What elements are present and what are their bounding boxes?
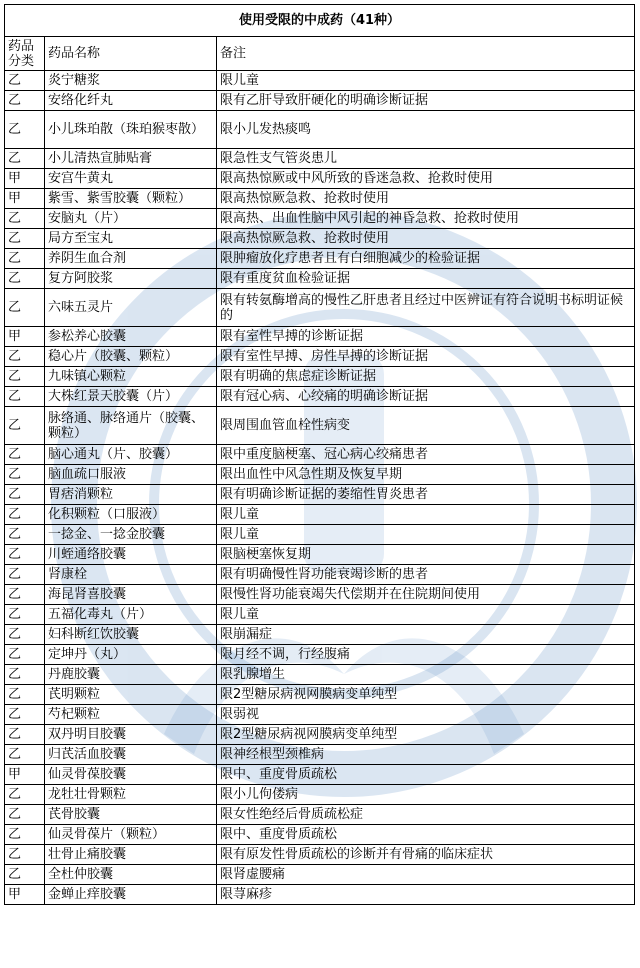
row-note: 限月经不调，行经腹痛 xyxy=(217,645,635,665)
table-header-row xyxy=(5,37,635,71)
row-category: 乙 xyxy=(5,805,45,825)
table-row xyxy=(5,605,635,625)
row-category: 乙 xyxy=(5,785,45,805)
row-category: 甲 xyxy=(5,765,45,785)
table-row xyxy=(5,885,635,905)
row-category: 甲 xyxy=(5,327,45,347)
table-row xyxy=(5,445,635,465)
row-category: 乙 xyxy=(5,485,45,505)
row-note: 限小儿佝偻病 xyxy=(217,785,635,805)
row-name: 归芪活血胶囊 xyxy=(45,745,217,765)
table-row xyxy=(5,865,635,885)
row-category: 甲 xyxy=(5,189,45,209)
row-note: 限有原发性骨质疏松的诊断并有骨痛的临床症状 xyxy=(217,845,635,865)
row-note: 限中重度脑梗塞、冠心病心绞痛患者 xyxy=(217,445,635,465)
table-row xyxy=(5,725,635,745)
row-name: 肾康栓 xyxy=(45,565,217,585)
row-category: 乙 xyxy=(5,625,45,645)
row-name: 丹鹿胶囊 xyxy=(45,665,217,685)
row-name: 化积颗粒（口服液） xyxy=(45,505,217,525)
row-category: 乙 xyxy=(5,745,45,765)
row-note: 限慢性肾功能衰竭失代偿期并在住院期间使用 xyxy=(217,585,635,605)
row-name: 大株红景天胶囊（片） xyxy=(45,387,217,407)
row-category: 甲 xyxy=(5,169,45,189)
table-row xyxy=(5,805,635,825)
table-row xyxy=(5,845,635,865)
row-name: 海昆肾喜胶囊 xyxy=(45,585,217,605)
row-category: 乙 xyxy=(5,367,45,387)
row-category: 乙 xyxy=(5,705,45,725)
row-note: 限小儿发热痰鸣 xyxy=(217,111,635,149)
row-category: 乙 xyxy=(5,387,45,407)
row-note: 限乳腺增生 xyxy=(217,665,635,685)
row-note: 限高热、出血性脑中风引起的神昏急救、抢救时使用 xyxy=(217,209,635,229)
row-note: 限有冠心病、心绞痛的明确诊断证据 xyxy=(217,387,635,407)
table-row xyxy=(5,765,635,785)
table-row xyxy=(5,465,635,485)
row-category: 乙 xyxy=(5,445,45,465)
table-row xyxy=(5,485,635,505)
table-row xyxy=(5,407,635,445)
row-name: 脑血疏口服液 xyxy=(45,465,217,485)
row-category: 乙 xyxy=(5,685,45,705)
row-name: 胃痞消颗粒 xyxy=(45,485,217,505)
row-note: 限有乙肝导致肝硬化的明确诊断证据 xyxy=(217,91,635,111)
table-row xyxy=(5,71,635,91)
table-row xyxy=(5,565,635,585)
header-category xyxy=(5,37,45,71)
row-category: 乙 xyxy=(5,645,45,665)
table-row xyxy=(5,189,635,209)
row-note: 限有重度贫血检验证据 xyxy=(217,269,635,289)
row-name: 脑心通丸（片、胶囊） xyxy=(45,445,217,465)
table-row xyxy=(5,111,635,149)
row-note: 限有明确诊断证据的萎缩性胃炎患者 xyxy=(217,485,635,505)
row-category: 乙 xyxy=(5,347,45,367)
table-row xyxy=(5,785,635,805)
table-row xyxy=(5,209,635,229)
header-note: 备注 xyxy=(217,37,635,71)
table-row xyxy=(5,585,635,605)
table-row xyxy=(5,327,635,347)
row-category: 乙 xyxy=(5,605,45,625)
row-note: 限神经根型颈椎病 xyxy=(217,745,635,765)
row-category: 乙 xyxy=(5,229,45,249)
row-category: 乙 xyxy=(5,565,45,585)
row-category: 乙 xyxy=(5,209,45,229)
row-name: 小儿清热宣肺贴膏 xyxy=(45,149,217,169)
table-row xyxy=(5,665,635,685)
row-name: 九味镇心颗粒 xyxy=(45,367,217,387)
row-name: 金蝉止痒胶囊 xyxy=(45,885,217,905)
row-name: 全杜仲胶囊 xyxy=(45,865,217,885)
table-row xyxy=(5,347,635,367)
row-name: 芍杞颗粒 xyxy=(45,705,217,725)
row-note: 限肾虚腰痛 xyxy=(217,865,635,885)
row-note: 限中、重度骨质疏松 xyxy=(217,765,635,785)
row-category: 乙 xyxy=(5,111,45,149)
row-name: 仙灵骨葆胶囊 xyxy=(45,765,217,785)
row-category: 乙 xyxy=(5,545,45,565)
row-note: 限中、重度骨质疏松 xyxy=(217,825,635,845)
row-note: 限高热惊厥急救、抢救时使用 xyxy=(217,229,635,249)
row-name: 紫雪、紫雪胶囊（颗粒） xyxy=(45,189,217,209)
row-note: 限儿童 xyxy=(217,71,635,91)
table-body xyxy=(5,71,635,905)
table-row xyxy=(5,229,635,249)
row-note: 限儿童 xyxy=(217,505,635,525)
row-name: 安络化纤丸 xyxy=(45,91,217,111)
row-category: 乙 xyxy=(5,71,45,91)
row-category: 乙 xyxy=(5,865,45,885)
row-category: 乙 xyxy=(5,149,45,169)
row-note: 限有转氨酶增高的慢性乙肝患者且经过中医辨证有符合说明书标明证候的 xyxy=(217,289,635,327)
row-name: 六味五灵片 xyxy=(45,289,217,327)
row-name: 复方阿胶浆 xyxy=(45,269,217,289)
table-row xyxy=(5,825,635,845)
header-name: 药品名称 xyxy=(45,37,217,71)
row-note: 限有明确的焦虑症诊断证据 xyxy=(217,367,635,387)
document-page xyxy=(4,4,634,962)
row-category: 乙 xyxy=(5,269,45,289)
row-name: 小儿珠珀散（珠珀猴枣散） xyxy=(45,111,217,149)
table-row xyxy=(5,685,635,705)
row-name: 双丹明目胶囊 xyxy=(45,725,217,745)
row-category: 乙 xyxy=(5,465,45,485)
row-category: 乙 xyxy=(5,505,45,525)
row-name: 安宫牛黄丸 xyxy=(45,169,217,189)
row-name: 脉络通、脉络通片（胶囊、颗粒） xyxy=(45,407,217,445)
row-name: 参松养心胶囊 xyxy=(45,327,217,347)
row-note: 限出血性中风急性期及恢复早期 xyxy=(217,465,635,485)
row-category: 乙 xyxy=(5,91,45,111)
table-row xyxy=(5,645,635,665)
table-row xyxy=(5,705,635,725)
row-category: 乙 xyxy=(5,289,45,327)
row-category: 乙 xyxy=(5,585,45,605)
row-note: 限高热惊厥或中风所致的昏迷急救、抢救时使用 xyxy=(217,169,635,189)
table-row xyxy=(5,625,635,645)
row-name: 局方至宝丸 xyxy=(45,229,217,249)
row-category: 乙 xyxy=(5,407,45,445)
table-row xyxy=(5,91,635,111)
table-row xyxy=(5,387,635,407)
row-name: 一捻金、一捻金胶囊 xyxy=(45,525,217,545)
row-name: 养阴生血合剂 xyxy=(45,249,217,269)
table-row xyxy=(5,367,635,387)
row-category: 乙 xyxy=(5,665,45,685)
table-row xyxy=(5,269,635,289)
row-note: 限弱视 xyxy=(217,705,635,725)
table-row xyxy=(5,525,635,545)
row-note: 限儿童 xyxy=(217,525,635,545)
row-category: 乙 xyxy=(5,845,45,865)
row-name: 稳心片（胶囊、颗粒） xyxy=(45,347,217,367)
table-row xyxy=(5,169,635,189)
row-note: 限脑梗塞恢复期 xyxy=(217,545,635,565)
table-title: 使用受限的中成药（41种） xyxy=(5,5,635,37)
row-note: 限肿瘤放化疗患者且有白细胞减少的检验证据 xyxy=(217,249,635,269)
row-note: 限有室性早搏、房性早搏的诊断证据 xyxy=(217,347,635,367)
row-name: 川蛭通络胶囊 xyxy=(45,545,217,565)
row-category: 乙 xyxy=(5,525,45,545)
row-note: 限崩漏症 xyxy=(217,625,635,645)
row-note: 限女性绝经后骨质疏松症 xyxy=(217,805,635,825)
row-name: 仙灵骨葆片（颗粒） xyxy=(45,825,217,845)
row-category: 甲 xyxy=(5,885,45,905)
header-category-label: 药品 分类 xyxy=(8,38,35,69)
table-row xyxy=(5,289,635,327)
row-note: 限急性支气管炎患儿 xyxy=(217,149,635,169)
row-note: 限2型糖尿病视网膜病变单纯型 xyxy=(217,685,635,705)
row-category: 乙 xyxy=(5,725,45,745)
row-note: 限儿童 xyxy=(217,605,635,625)
row-category: 乙 xyxy=(5,825,45,845)
row-name: 芪骨胶囊 xyxy=(45,805,217,825)
row-name: 五福化毒丸（片） xyxy=(45,605,217,625)
row-note: 限2型糖尿病视网膜病变单纯型 xyxy=(217,725,635,745)
row-name: 安脑丸（片） xyxy=(45,209,217,229)
table-row xyxy=(5,149,635,169)
row-note: 限荨麻疹 xyxy=(217,885,635,905)
row-name: 芪明颗粒 xyxy=(45,685,217,705)
row-name: 定坤丹（丸） xyxy=(45,645,217,665)
table-row xyxy=(5,745,635,765)
table-row xyxy=(5,249,635,269)
row-note: 限周围血管血栓性病变 xyxy=(217,407,635,445)
row-note: 限高热惊厥急救、抢救时使用 xyxy=(217,189,635,209)
row-category: 乙 xyxy=(5,249,45,269)
restricted-drug-table xyxy=(4,4,635,905)
row-name: 炎宁糖浆 xyxy=(45,71,217,91)
row-note: 限有室性早搏的诊断证据 xyxy=(217,327,635,347)
row-name: 龙牡壮骨颗粒 xyxy=(45,785,217,805)
row-name: 妇科断红饮胶囊 xyxy=(45,625,217,645)
row-note: 限有明确慢性肾功能衰竭诊断的患者 xyxy=(217,565,635,585)
table-row xyxy=(5,505,635,525)
table-row xyxy=(5,545,635,565)
row-name: 壮骨止痛胶囊 xyxy=(45,845,217,865)
